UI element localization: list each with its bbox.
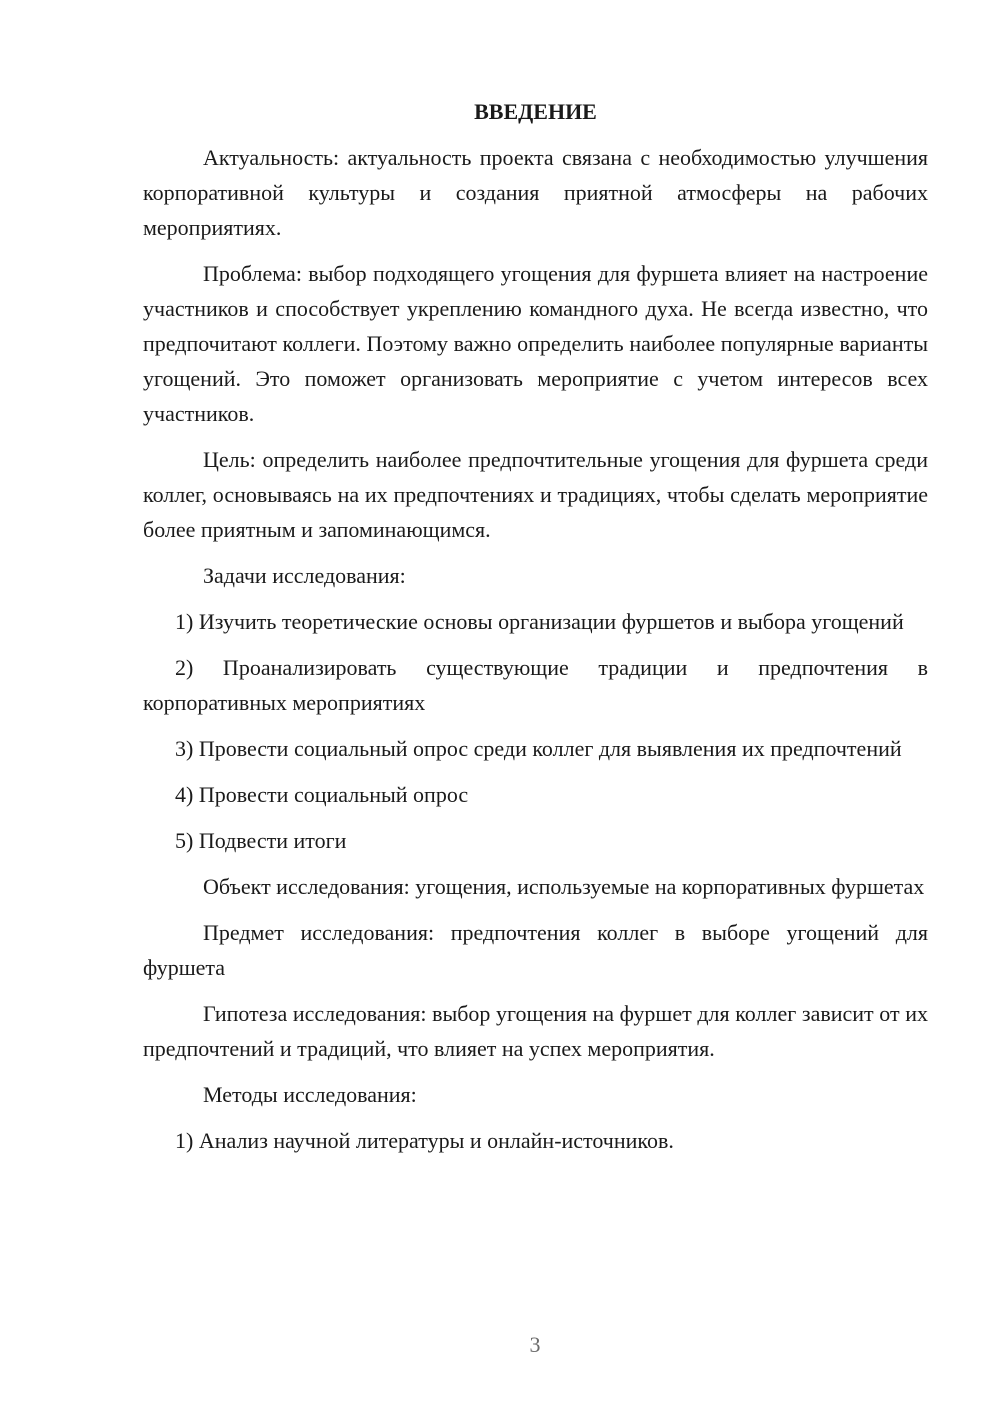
task-item-4: 4) Провести социальный опрос xyxy=(175,782,469,807)
paragraph-subject: Предмет исследования: предпочтения коллег в выборе угощений для фуршета xyxy=(143,920,928,980)
task-item-5: 5) Подвести итоги xyxy=(175,828,347,853)
paragraph-goal: Цель: определить наиболее предпочтительные угощения для фуршета среди коллег, основываясь на их предпочтениях и традициях, чтобы сделать мероприятие более приятным и запоминающимся. xyxy=(143,447,928,542)
task-item-1: 1) Изучить теоретические основы организации фуршетов и выбора угощений xyxy=(175,609,904,634)
methods-heading: Методы исследования: xyxy=(203,1082,417,1107)
paragraph-object: Объект исследования: угощения, используемые на корпоративных фуршетах xyxy=(203,874,925,899)
paragraph-relevance: Актуальность: актуальность проекта связана с необходимостью улучшения корпоративной культуры и создания приятной атмосферы на рабочих мероприятиях. xyxy=(143,145,928,240)
task-item-3: 3) Провести социальный опрос среди коллег для выявления их предпочтений xyxy=(175,736,902,761)
document-body xyxy=(143,94,928,1169)
method-item-1: 1) Анализ научной литературы и онлайн-источников. xyxy=(175,1128,674,1153)
task-item-2: 2) Проанализировать существующие традиции и предпочтения в корпоративных мероприятиях xyxy=(143,655,928,715)
page-title: ВВЕДЕНИЕ xyxy=(474,99,597,124)
page-number: 3 xyxy=(529,1332,541,1357)
paragraph-hypothesis: Гипотеза исследования: выбор угощения на фуршет для коллег зависит от их предпочтений и традиций, что влияет на успех мероприятия. xyxy=(143,1001,928,1061)
tasks-heading: Задачи исследования: xyxy=(203,563,406,588)
paragraph-problem: Проблема: выбор подходящего угощения для фуршета влияет на настроение участников и способствует укреплению командного духа. Не всегда известно, что предпочитают коллеги. Поэтому важно определить наиболее популярные варианты угощений. Это поможет организовать мероприятие с учетом интересов всех участников. xyxy=(143,261,928,426)
